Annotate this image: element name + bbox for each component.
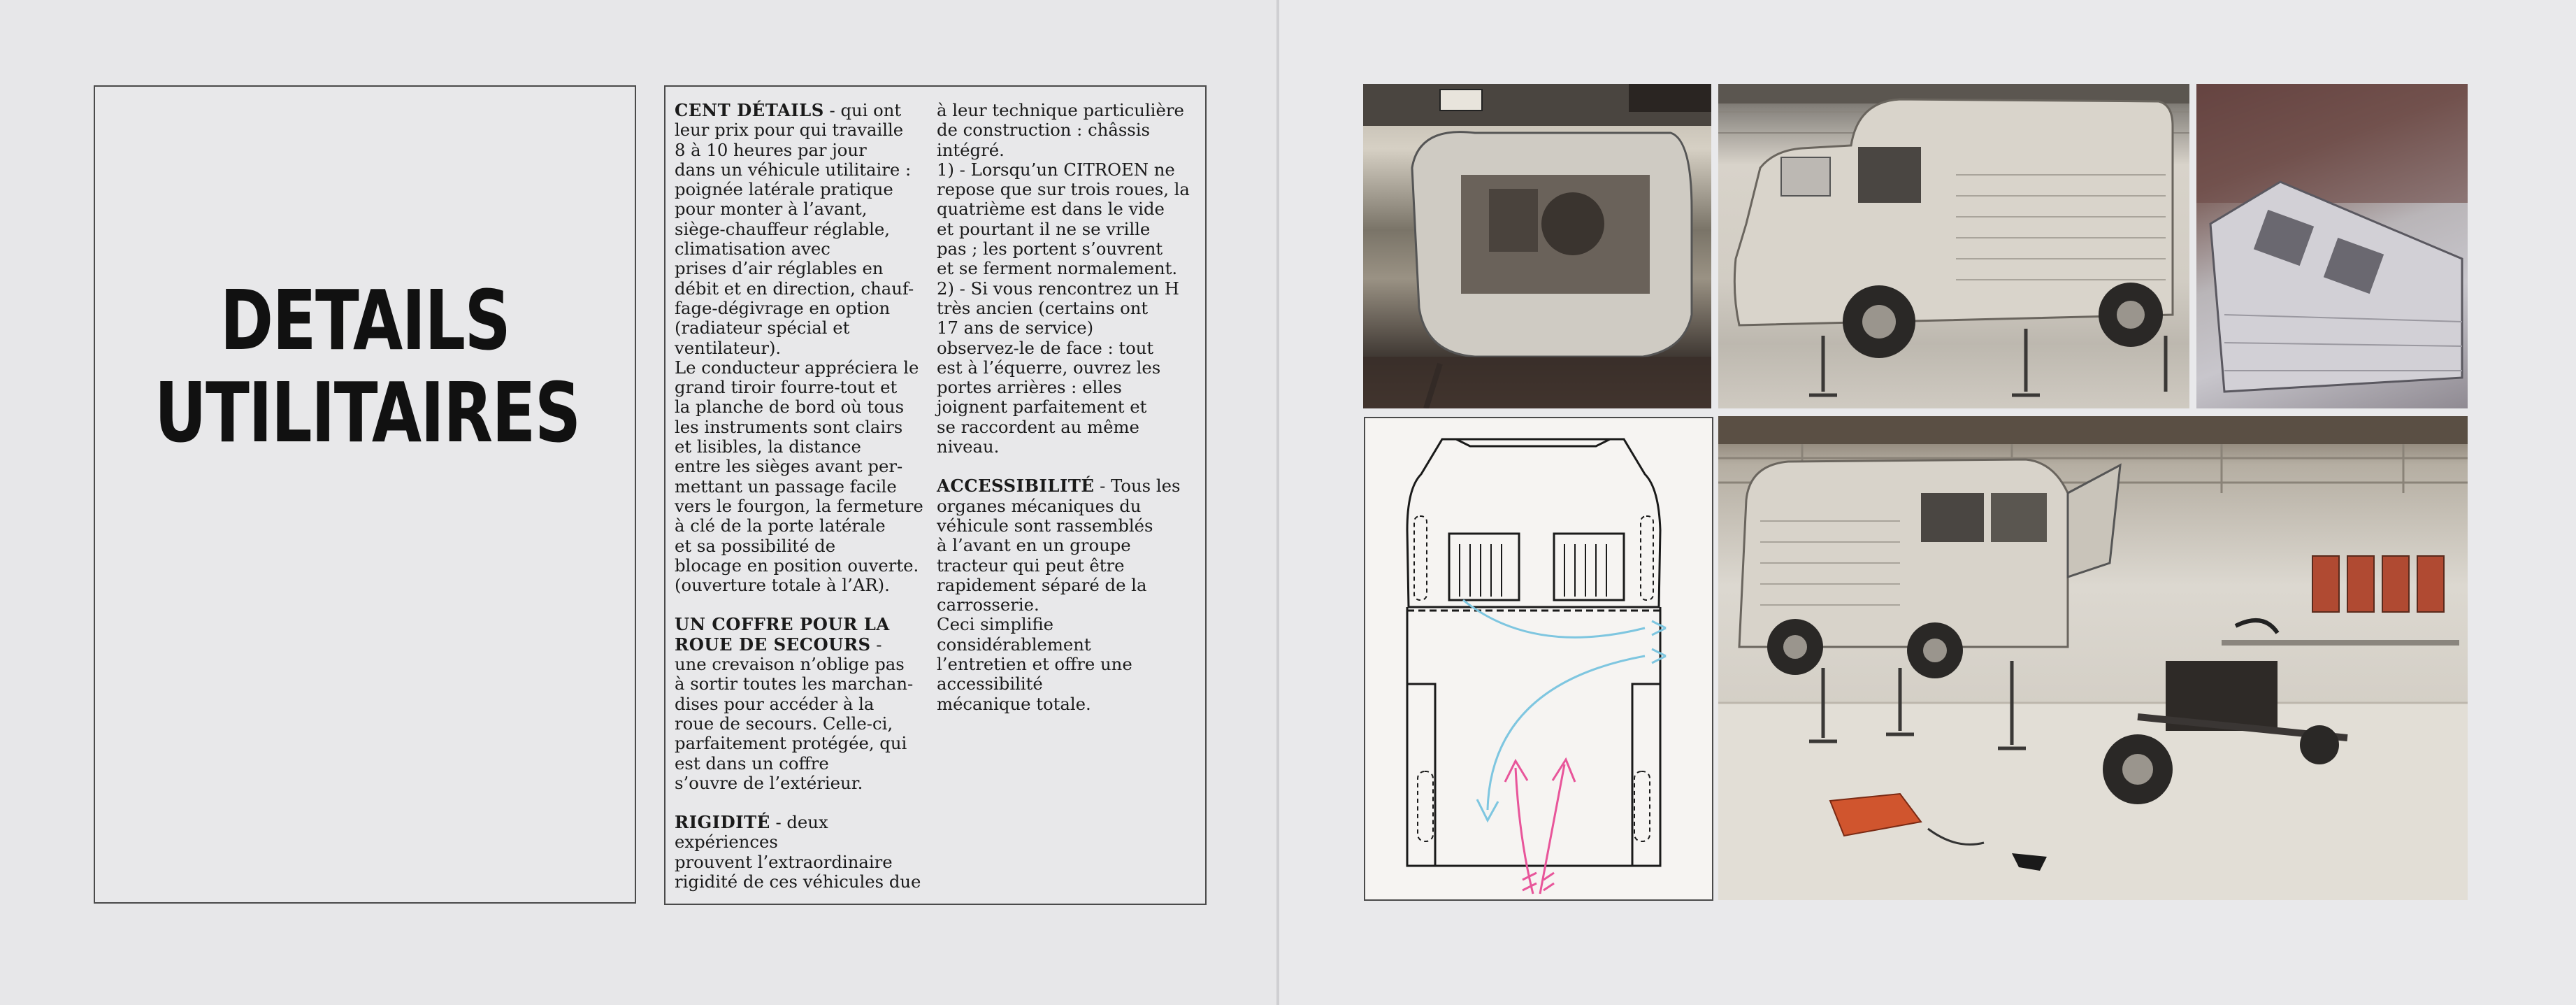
paragraph-coffre bbox=[675, 615, 937, 793]
workshop-illustration bbox=[1718, 416, 2468, 900]
paragraph-accessibilite bbox=[937, 476, 1201, 714]
paragraph-rigidite-continued bbox=[937, 101, 1201, 457]
body-cent-details: - qui ont leur prix pour qui travaille 8 à 10 heures par jour dans un véhicule utilitaire : poignée latérale pratique pour monter à l’avant, siège-chauffeur réglable, climatisation avec prises d’air réglables en débit et en direction, chauf- fage-dégivrage en option (radiateur spécial et ventilateur). Le conducteur appréciera le grand tiroir fourre-tout et la planche de bord où tous les instruments sont clairs et lisibles, la distance entre les sièges avant per- mettant un passage facile vers le fourgon, la fermeture à clé de la porte latérale et sa possibilité de blocage en position ouverte. (ouverture totale à l’AR). bbox=[675, 100, 923, 596]
title-line-1: DETAILS bbox=[220, 272, 510, 369]
page-title bbox=[154, 272, 580, 461]
paragraph-cent-details bbox=[675, 101, 937, 595]
heading-cent-details: CENT DÉTAILS bbox=[675, 100, 824, 120]
title-panel bbox=[94, 85, 636, 904]
paragraph-rigidite bbox=[675, 813, 937, 892]
text-column-1 bbox=[675, 101, 937, 911]
body-coffre: - une crevaison n’oblige pas à sortir toutes les marchan- dises pour accéder à la roue de secours. Celle-ci, parfaitement protégée, qui est dans un coffre s’ouvre de l’extérieur. bbox=[675, 634, 914, 793]
photo-van-body-tilted bbox=[2196, 84, 2468, 408]
body-rigidite: - deux expériences prouvent l’extraordinaire rigidité de ces véhicules due bbox=[675, 812, 921, 892]
text-column-2 bbox=[937, 101, 1201, 734]
photo-cabin-interior bbox=[1363, 84, 1711, 408]
tilted-body-illustration bbox=[2196, 84, 2468, 408]
heading-accessibilite: ACCESSIBILITÉ bbox=[937, 476, 1095, 497]
ventilation-diagram bbox=[1364, 417, 1713, 901]
cabin-illustration bbox=[1363, 84, 1711, 408]
vehicle-plan-drawing bbox=[1365, 418, 1712, 899]
body-rigidite-continued: à leur technique particulière de construction : châssis intégré. 1) - Lorsqu’un CITROEN ne repose que sur trois roues, la quatrième est dans le vide et pourtant il ne se vrille pas ; les portent s’ouvrent et se ferment normalement. 2) - Si vous rencontrez un H très ancien (certains ont 17 ans de service) observez-le de face : tout est à l’équerre, ouvrez les portes arrières : elles joignent parfaitement et se raccordent au même niveau. bbox=[937, 100, 1190, 457]
body-accessibilite: - Tous les organes mécaniques du véhicule sont rassemblés à l’avant en un groupe tracteur qui peut être rapidement séparé de la carrosserie. Ceci simplifie considérablement l’entretien et offre une accessibilité mécanique totale. bbox=[937, 476, 1181, 714]
text-panel bbox=[664, 85, 1207, 905]
photo-van-on-stands bbox=[1718, 84, 2189, 408]
van-illustration bbox=[1718, 84, 2189, 408]
heading-rigidite: RIGIDITÉ bbox=[675, 812, 770, 833]
heading-coffre: UN COFFRE POUR LA ROUE DE SECOURS bbox=[675, 614, 890, 655]
photo-workshop-separated-unit bbox=[1718, 416, 2468, 900]
title-line-2: UTILITAIRES bbox=[154, 364, 580, 461]
